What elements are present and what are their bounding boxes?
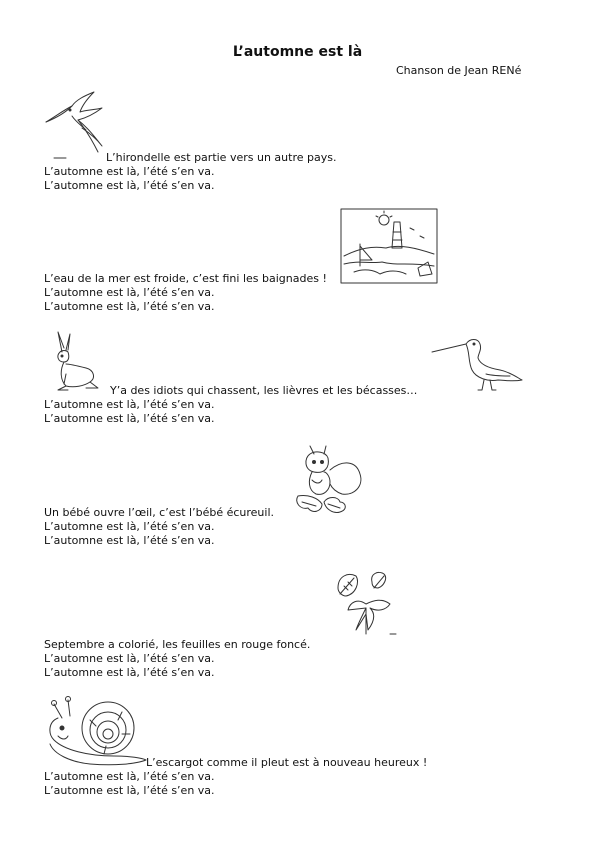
page-title: L’automne est là	[232, 44, 363, 60]
verse-3: Y’a des idiots qui chassent, les lièvres et les bécasses…	[110, 384, 418, 397]
refrain-line: L’automne est là, l’été s’en va.	[44, 784, 215, 797]
snail-icon	[44, 694, 148, 768]
verse-6: L’escargot comme il pleut est à nouveau heureux !	[146, 756, 428, 769]
refrain-line: L’automne est là, l’été s’en va.	[44, 398, 215, 411]
refrain-line: L’automne est là, l’été s’en va.	[44, 652, 215, 665]
refrain-line: L’automne est là, l’été s’en va.	[44, 165, 215, 178]
refrain-line: L’automne est là, l’été s’en va.	[44, 286, 215, 299]
refrain-line: L’automne est là, l’été s’en va.	[44, 666, 215, 679]
verse-4: Un bébé ouvre l’œil, c’est l’bébé écureuil.	[44, 506, 275, 519]
refrain-line: L’automne est là, l’été s’en va.	[44, 300, 215, 313]
swallow-icon	[42, 88, 108, 160]
squirrel-icon	[290, 440, 368, 516]
leaves-icon	[334, 568, 398, 638]
verse-5: Septembre a colorié, les feuilles en rouge foncé.	[44, 638, 311, 651]
song-author: Chanson de Jean RENé	[396, 64, 522, 77]
refrain-line: L’automne est là, l’été s’en va.	[44, 179, 215, 192]
refrain-line: L’automne est là, l’été s’en va.	[44, 520, 215, 533]
refrain-line: L’automne est là, l’été s’en va.	[44, 412, 215, 425]
refrain-line: L’automne est là, l’été s’en va.	[44, 770, 215, 783]
hare-icon	[46, 330, 102, 392]
woodcock-icon	[430, 330, 524, 392]
refrain-line: L’automne est là, l’été s’en va.	[44, 534, 215, 547]
seaside-lighthouse-icon	[340, 208, 438, 284]
verse-2: L’eau de la mer est froide, c’est fini les baignades !	[44, 272, 327, 285]
verse-1: L’hirondelle est partie vers un autre pays.	[106, 151, 337, 164]
